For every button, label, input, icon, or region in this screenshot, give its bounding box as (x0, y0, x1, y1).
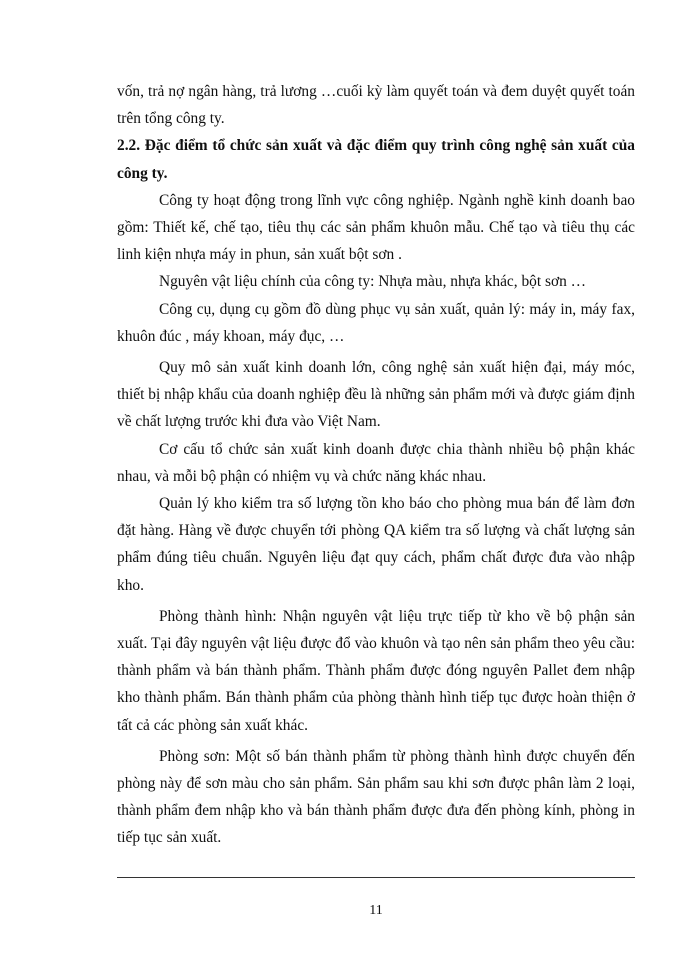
paragraph-materials: Nguyên vật liệu chính của công ty: Nhựa màu, nhựa khác, bột sơn … (159, 273, 587, 291)
paragraph-continuation: vốn, trả nợ ngân hàng, trả lương …cuối kỳ làm quyết toán và đem duyệt quyết toán trên tổng công ty. (117, 83, 635, 128)
paragraph-molding-room: Phòng thành hình: Nhận nguyên vật liệu trực tiếp từ kho về bộ phận sản xuất. Tại đây nguyên vật liệu được đổ vào khuôn và tạo nên sản phẩm theo yêu cầu: thành phẩm và bán thành phẩm. Thành phẩm được đóng nguyên Pallet đem nhập kho thành phẩm. Bán thành phẩm của phòng thành hình tiếp tục được hoàn thiện ở tất cả các phòng sản xuất khác. (117, 607, 635, 734)
paragraph-scale: Quy mô sản xuất kinh doanh lớn, công nghệ sản xuất hiện đại, máy móc, thiết bị nhập khẩu của doanh nghiệp đều là những sản phẩm mới và được giám định về chất lượng trước khi đưa vào Việt Nam. (117, 359, 635, 431)
footer-divider (117, 877, 635, 878)
paragraph-paint-room: Phòng sơn: Một số bán thành phẩm từ phòng thành hình được chuyển đến phòng này để sơn màu cho sản phẩm. Sản phẩm sau khi sơn được phân làm 2 loại, thành phẩm đem nhập kho và bán thành phẩm được đưa đến phòng kính, phòng in tiếp tục sản xuất. (117, 747, 635, 847)
section-heading: 2.2. Đặc điểm tổ chức sản xuất và đặc điểm quy trình công nghệ sản xuất của công ty. (117, 137, 635, 182)
paragraph-structure: Cơ cấu tổ chức sản xuất kinh doanh được chia thành nhiều bộ phận khác nhau, và mỗi bộ phận có nhiệm vụ và chức năng khác nhau. (117, 440, 635, 485)
paragraph-warehouse: Quản lý kho kiểm tra số lượng tồn kho báo cho phòng mua bán để làm đơn đặt hàng. Hàng về được chuyển tới phòng QA kiểm tra số lượng và chất lượng sản phẩm đúng tiêu chuẩn. Nguyên liệu đạt quy cách, phẩm chất được đưa vào nhập kho. (117, 495, 635, 594)
paragraph-tools: Công cụ, dụng cụ gồm đồ dùng phục vụ sản xuất, quản lý: máy in, máy fax, khuôn đúc , máy khoan, máy đục, … (117, 300, 635, 345)
body-text (117, 78, 635, 852)
paragraph-industry: Công ty hoạt động trong lĩnh vực công nghiệp. Ngành nghề kinh doanh bao gồm: Thiết kế, chế tạo, tiêu thụ các sản phẩm khuôn mẫu. Chế tạo và tiêu thụ các linh kiện nhựa máy in phun, sản xuất bột sơn . (117, 191, 635, 264)
page-number: 11 (369, 903, 383, 918)
